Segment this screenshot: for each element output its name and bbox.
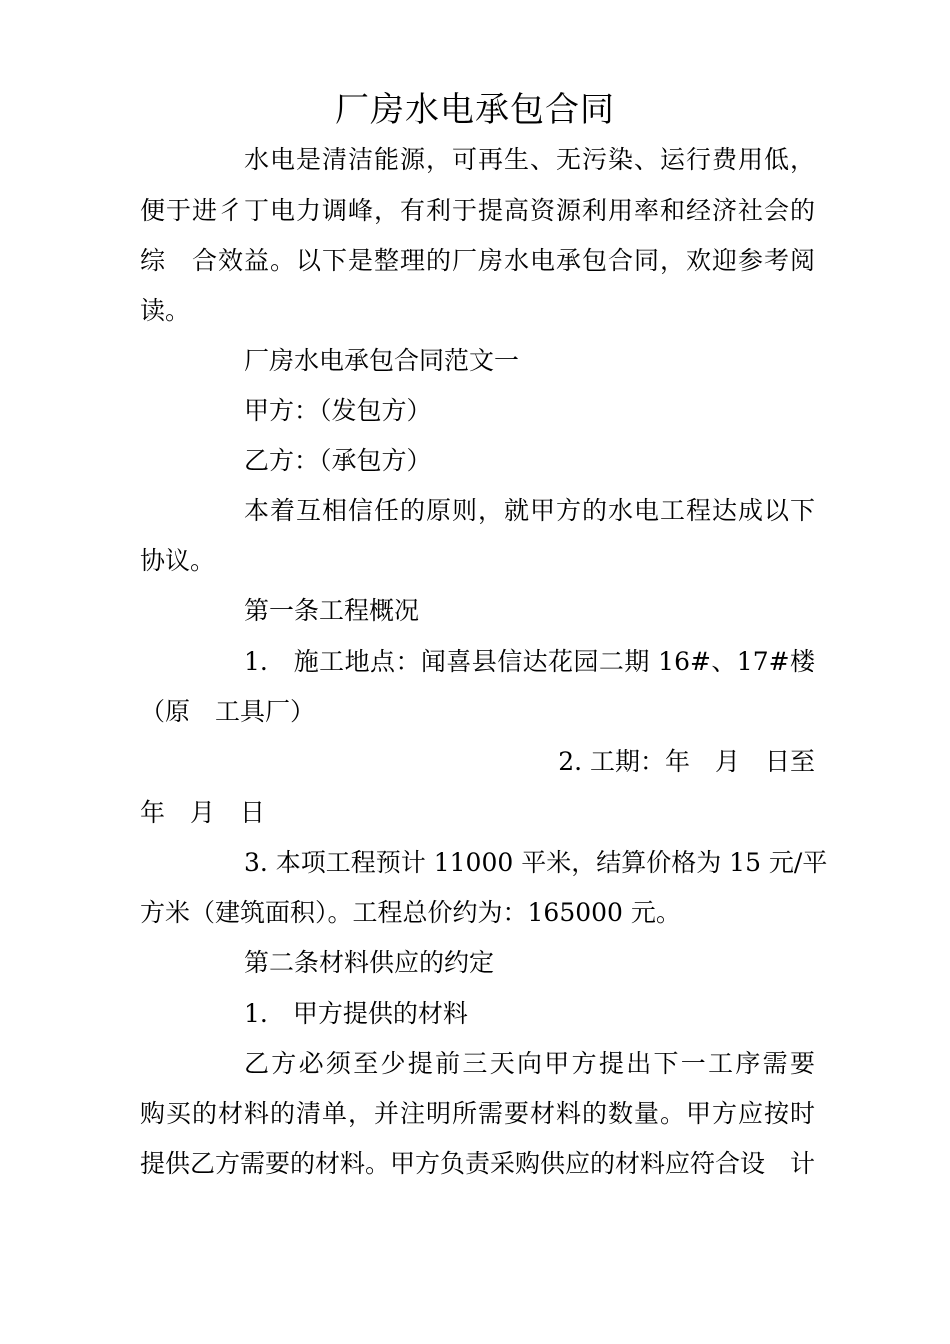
paragraph-line: 购买的材料的清单，并注明所需要材料的数量。甲方应按时: [140, 1099, 815, 1128]
paragraph-line: 2. 工期：年 月 日至: [558, 747, 815, 776]
paragraph-line: 本着互相信任的原则，就甲方的水电工程达成以下: [244, 496, 815, 525]
paragraph-line: （原 工具厂）: [140, 697, 316, 726]
document-title: 厂房水电承包合同: [335, 90, 615, 130]
paragraph-line: 水电是清洁能源，可再生、无污染、运行费用低，: [244, 145, 815, 174]
section-heading: 厂房水电承包合同范文一: [244, 346, 520, 375]
paragraph-line: 便于进彳丁电力调峰，有利于提高资源利用率和经济社会的: [140, 196, 815, 225]
paragraph-line: 1. 施工地点：闻喜县信达花园二期 16#、17#楼: [244, 647, 815, 676]
party-a-line: 甲方：（发包方）: [244, 396, 432, 425]
paragraph-line: 综 合效益。以下是整理的厂房水电承包合同，欢迎参考阅: [140, 246, 815, 275]
article-heading: 第二条材料供应的约定: [244, 948, 495, 977]
paragraph-line: 提供乙方需要的材料。甲方负责采购供应的材料应符合设 计: [140, 1149, 816, 1178]
paragraph-line: 方米（建筑面积）。工程总价约为：165000 元。: [140, 898, 681, 927]
party-b-line: 乙方：（承包方）: [244, 446, 432, 475]
article-heading: 第一条工程概况: [244, 596, 420, 625]
paragraph-line: 3. 本项工程预计 11000 平米，结算价格为 15 元/平: [244, 848, 828, 877]
paragraph-line: 年 月 日: [140, 798, 266, 827]
paragraph-line: 协议。: [140, 546, 216, 575]
paragraph-line: 1. 甲方提供的材料: [244, 999, 468, 1028]
paragraph-line: 乙方必须至少提前三天向甲方提出下一工序需要: [244, 1049, 815, 1078]
paragraph-line: 读。: [140, 296, 191, 325]
